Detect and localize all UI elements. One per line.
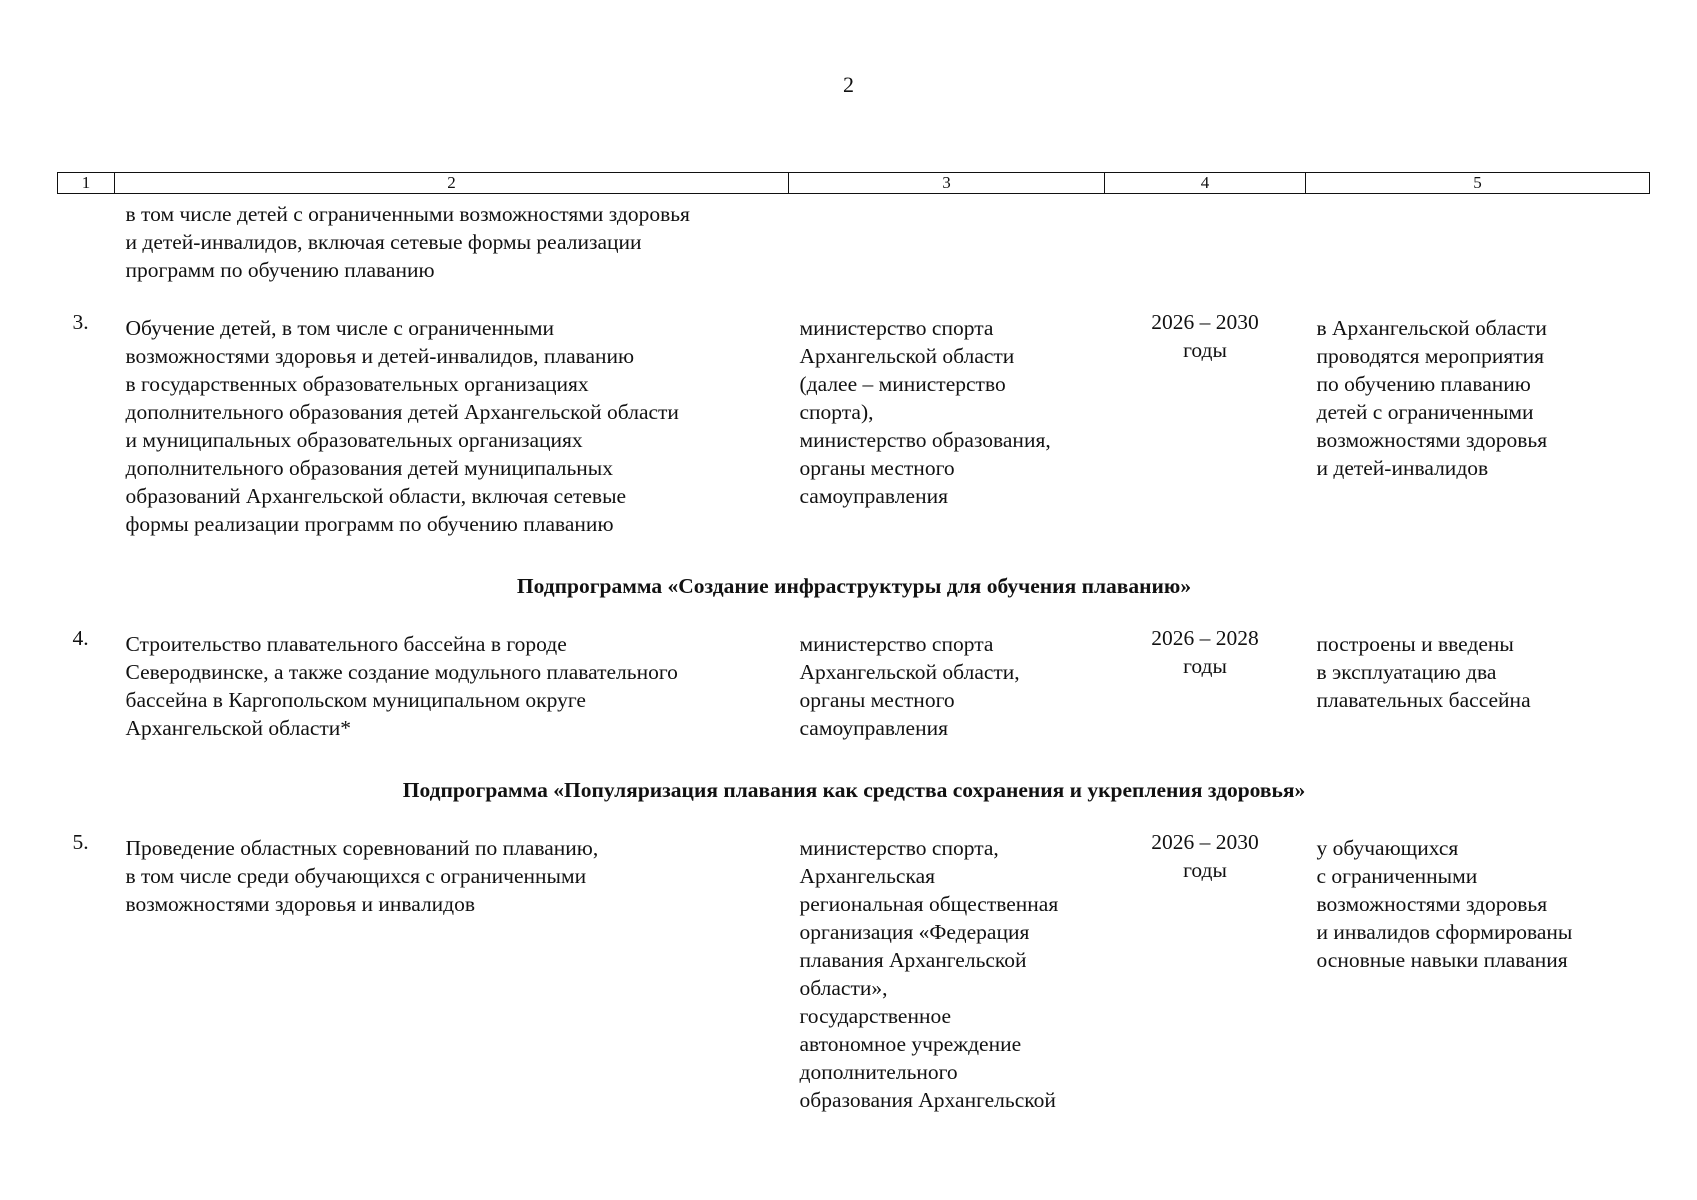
executor-cell <box>789 624 1105 766</box>
executor-line: (далее – министерство <box>799 372 1006 396</box>
table-header <box>58 173 1650 194</box>
header-col-1: 1 <box>58 173 115 194</box>
period-label: годы <box>1183 654 1227 678</box>
executor-line: министерство спорта <box>799 632 994 656</box>
activity-line: дополнительного образования детей муниципальных <box>125 456 613 480</box>
table-row-3 <box>58 308 1650 562</box>
result-line: возможностями здоровья <box>1316 428 1548 452</box>
activity-line: в том числе среди обучающихся с ограниченными <box>125 864 587 888</box>
activity-line: и детей-инвалидов, включая сетевые формы реализации <box>125 230 642 254</box>
executor-cell <box>789 308 1105 562</box>
page-number: 2 <box>843 72 854 97</box>
result-cell <box>1306 828 1650 1114</box>
executor-line: самоуправления <box>799 484 948 508</box>
executor-line: автономное учреждение <box>799 1032 1022 1056</box>
result-line: детей с ограниченными <box>1316 400 1534 424</box>
activity-line: Проведение областных соревнований по плаванию, <box>125 836 599 860</box>
period-label: годы <box>1183 338 1227 362</box>
result-line: плавательных бассейна <box>1316 688 1531 712</box>
program-table <box>57 172 1650 1114</box>
result-cell <box>1306 624 1650 766</box>
period-label: годы <box>1183 858 1227 882</box>
section-heading: Подпрограмма «Популяризация плавания как средства сохранения и укрепления здоровья» <box>402 778 1306 802</box>
row-number: 5. <box>72 830 89 854</box>
result-line: проводятся мероприятия <box>1316 344 1545 368</box>
result-line: у обучающихся <box>1316 836 1459 860</box>
activity-line: бассейна в Каргопольском муниципальном округе <box>125 688 586 712</box>
header-col-5: 5 <box>1306 173 1650 194</box>
executor-line: дополнительного <box>799 1060 958 1084</box>
executor-line: органы местного <box>799 688 955 712</box>
activity-line: и муниципальных образовательных организациях <box>125 428 583 452</box>
header-row <box>58 173 1650 194</box>
result-line: основные навыки плавания <box>1316 948 1568 972</box>
executor-line: государственное <box>799 1004 952 1028</box>
result-line: возможностями здоровья <box>1316 892 1548 916</box>
period-cell <box>1105 624 1306 766</box>
executor-line: Архангельская <box>799 864 935 888</box>
table-row-5 <box>58 828 1650 1114</box>
result-cell <box>1306 194 1650 309</box>
activity-line: в том числе детей с ограниченными возможностями здоровья <box>125 202 690 226</box>
activity-cell <box>115 828 789 1114</box>
executor-line: спорта), <box>799 400 874 424</box>
executor-line: плавания Архангельской <box>799 948 1027 972</box>
period-years: 2026 – 2030 <box>1151 830 1259 854</box>
activity-cell <box>115 624 789 766</box>
period-cell <box>1105 308 1306 562</box>
row-number-cell <box>58 194 115 309</box>
executor-line: самоуправления <box>799 716 948 740</box>
result-line: и детей-инвалидов <box>1316 456 1489 480</box>
executor-line: региональная общественная <box>799 892 1059 916</box>
activity-line: возможностями здоровья и детей-инвалидов, плаванию <box>125 344 635 368</box>
result-line: с ограниченными <box>1316 864 1478 888</box>
result-line: в Архангельской области <box>1316 316 1547 340</box>
activity-line: возможностями здоровья и инвалидов <box>125 892 476 916</box>
table-row-4 <box>58 624 1650 766</box>
result-cell <box>1306 308 1650 562</box>
executor-line: области», <box>799 976 888 1000</box>
header-col-2: 2 <box>115 173 789 194</box>
activity-line: в государственных образовательных организациях <box>125 372 589 396</box>
executor-line: министерство образования, <box>799 428 1051 452</box>
row-number: 4. <box>72 626 89 650</box>
executor-line: организация «Федерация <box>799 920 1030 944</box>
result-line: по обучению плаванию <box>1316 372 1531 396</box>
executor-cell <box>789 194 1105 309</box>
activity-line: дополнительного образования детей Архангельской области <box>125 400 679 424</box>
activity-line: программ по обучению плаванию <box>125 258 435 282</box>
activity-line: Обучение детей, в том числе с ограниченными <box>125 316 555 340</box>
activity-line: образований Архангельской области, включая сетевые <box>125 484 627 508</box>
activity-line: формы реализации программ по обучению плаванию <box>125 512 614 536</box>
executor-cell <box>789 828 1105 1114</box>
period-cell <box>1105 194 1306 309</box>
header-col-3: 3 <box>789 173 1105 194</box>
row-number: 3. <box>72 310 89 334</box>
period-years: 2026 – 2028 <box>1151 626 1259 650</box>
period-cell <box>1105 828 1306 1114</box>
result-line: и инвалидов сформированы <box>1316 920 1573 944</box>
result-line: в эксплуатацию два <box>1316 660 1497 684</box>
executor-line: министерство спорта, <box>799 836 999 860</box>
activity-cell <box>115 194 789 309</box>
executor-line: Архангельской области, <box>799 660 1020 684</box>
period-years: 2026 – 2030 <box>1151 310 1259 334</box>
activity-line: Северодвинске, а также создание модульного плавательного <box>125 660 678 684</box>
activity-line: Архангельской области* <box>125 716 352 740</box>
table-row-continuation <box>58 194 1650 309</box>
executor-line: образования Архангельской <box>799 1088 1056 1112</box>
header-col-4: 4 <box>1105 173 1306 194</box>
section-heading: Подпрограмма «Создание инфраструктуры для обучения плаванию» <box>516 574 1192 598</box>
section-row-infrastructure <box>58 562 1650 624</box>
executor-line: Архангельской области <box>799 344 1015 368</box>
activity-line: Строительство плавательного бассейна в городе <box>125 632 567 656</box>
executor-line: органы местного <box>799 456 955 480</box>
section-row-popularization <box>58 766 1650 828</box>
result-line: построены и введены <box>1316 632 1514 656</box>
executor-line: министерство спорта <box>799 316 994 340</box>
activity-cell <box>115 308 789 562</box>
